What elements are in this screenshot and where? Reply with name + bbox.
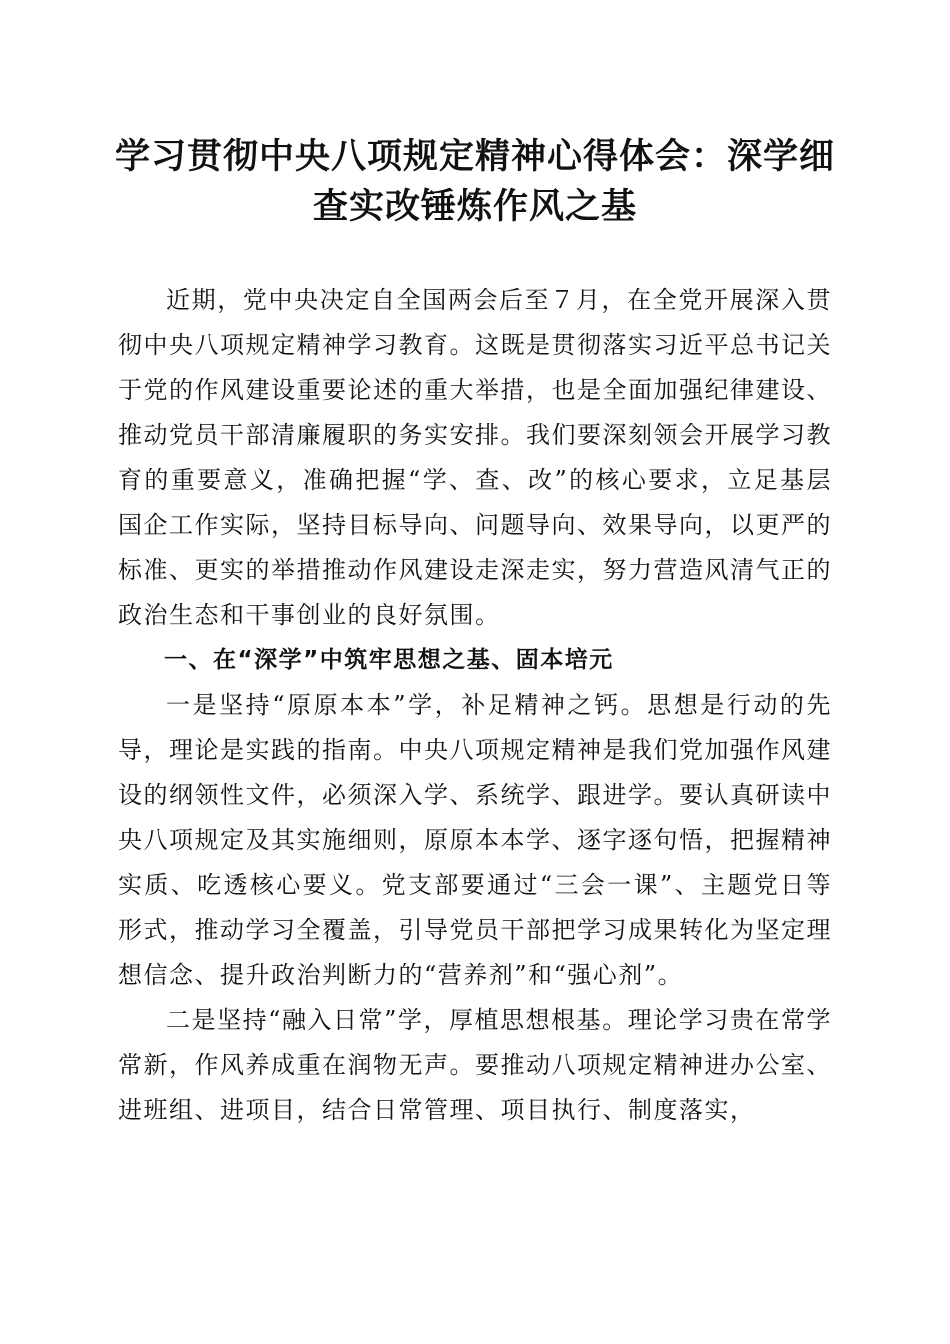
document-body [118,278,832,1133]
section-heading-1: 一、在“深学”中筑牢思想之基、固本培元 [164,647,614,673]
body-paragraph: 一是坚持“原原本本”学，补足精神之钙。思想是行动的先导，理论是实践的指南。中央八项规定精神是我们党加强作风建设的纲领性文件，必须深入学、系统学、跟进学。要认真研读中央八项规定及其实施细则，原原本本学、逐字逐句悟，把握精神实质、吃透核心要义。党支部要通过“三会一课”、主题党日等形式，推动学习全覆盖，引导党员干部把学习成果转化为坚定理想信念、提升政治判断力的“营养剂”和“强心剂”。 [118,691,832,989]
document-title [100,132,850,232]
title-line-1: 学习贯彻中央八项规定精神心得体会：深学细 [114,137,835,177]
intro-paragraph: 近期，党中央决定自全国两会后至７月，在全党开展深入贯彻中央八项规定精神学习教育。这既是贯彻落实习近平总书记关于党的作风建设重要论述的重大举措，也是全面加强纪律建设、推动党员干部清廉履职的务实安排。我们要深刻领会开展学习教育的重要意义，准确把握“学、查、改”的核心要求，立足基层国企工作实际，坚持目标导向、问题导向、效果导向，以更严的标准、更实的举措推动作风建设走深走实，努力营造风清气正的政治生态和干事创业的良好氛围。 [118,286,832,629]
title-line-2: 查实改锤炼作风之基 [312,187,637,227]
body-paragraph: 二是坚持“融入日常”学，厚植思想根基。理论学习贵在常学常新，作风养成重在润物无声。要推动八项规定精神进办公室、进班组、进项目，结合日常管理、项目执行、制度落实， [118,1006,832,1124]
